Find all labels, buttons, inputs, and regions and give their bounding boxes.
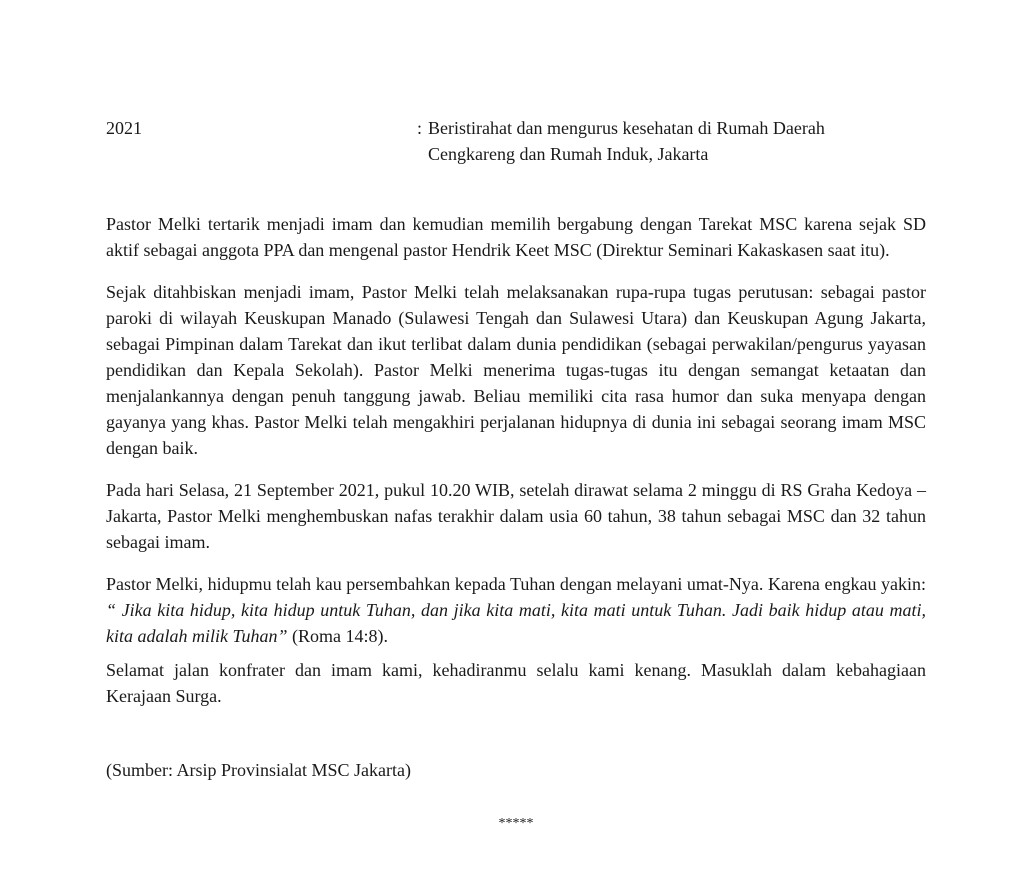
paragraph-ministry: Sejak ditahbiskan menjadi imam, Pastor Melki telah melaksanakan rupa-rupa tugas perutusan: sebagai pastor paroki di wilayah Keuskupan Manado (Sulawesi Tengah dan Sulawesi Utara) dan Keuskupan Agung Jakarta, sebagai Pimpinan dalam Tarekat dan ikut terlibat dalam dunia pendidikan (sebagai perwakilan/pengurus yayasan pendidikan dan Kepala Sekolah). Pastor Melki menerima tugas-tugas itu dengan semangat ketaatan dan menjalankannya dengan penuh tanggung jawab. Beliau memiliki cita rasa humor dan suka menyapa dengan gayanya yang khas. Pastor Melki telah mengakhiri perjalanan hidupnya di dunia ini sebagai seorang imam MSC dengan baik. (106, 282, 926, 458)
paragraph-vocation: Pastor Melki tertarik menjadi imam dan kemudian memilih bergabung dengan Tarekat MSC karena sejak SD aktif sebagai anggota PPA dan mengenal pastor Hendrik Keet MSC (Direktur Seminari Kakaskasen saat itu). (106, 214, 926, 260)
paragraph-dedication (106, 571, 926, 649)
bible-quote: “ Jika kita hidup, kita hidup untuk Tuhan, dan jika kita mati, kita mati untuk Tuhan. Jadi baik hidup atau mati, kita adalah milik Tuhan” (106, 600, 926, 646)
chronology-entry (106, 112, 926, 164)
document-page (106, 112, 926, 837)
entry-colon: : (417, 118, 423, 138)
entry-description: Beristirahat dan mengurus kesehatan di Rumah Daerah Cengkareng dan Rumah Induk, Jakarta (428, 118, 825, 164)
paragraph-death: Pada hari Selasa, 21 September 2021, pukul 10.20 WIB, setelah dirawat selama 2 minggu di RS Graha Kedoya – Jakarta, Pastor Melki menghembuskan nafas terakhir dalam usia 60 tahun, 38 tahun sebagai MSC dan 32 tahun sebagai imam. (106, 480, 926, 552)
dedication-text: Pastor Melki, hidupmu telah kau persembahkan kepada Tuhan dengan melayani umat-Nya. Karena engkau yakin: (106, 574, 926, 594)
entry-year: 2021 (106, 118, 142, 138)
paragraph-farewell: Selamat jalan konfrater dan imam kami, kehadiranmu selalu kami kenang. Masuklah dalam kebahagiaan Kerajaan Surga. (106, 660, 926, 706)
section-separator: ***** (498, 816, 534, 831)
source-note: (Sumber: Arsip Provinsialat MSC Jakarta) (106, 760, 411, 780)
bible-reference: (Roma 14:8). (287, 626, 389, 646)
